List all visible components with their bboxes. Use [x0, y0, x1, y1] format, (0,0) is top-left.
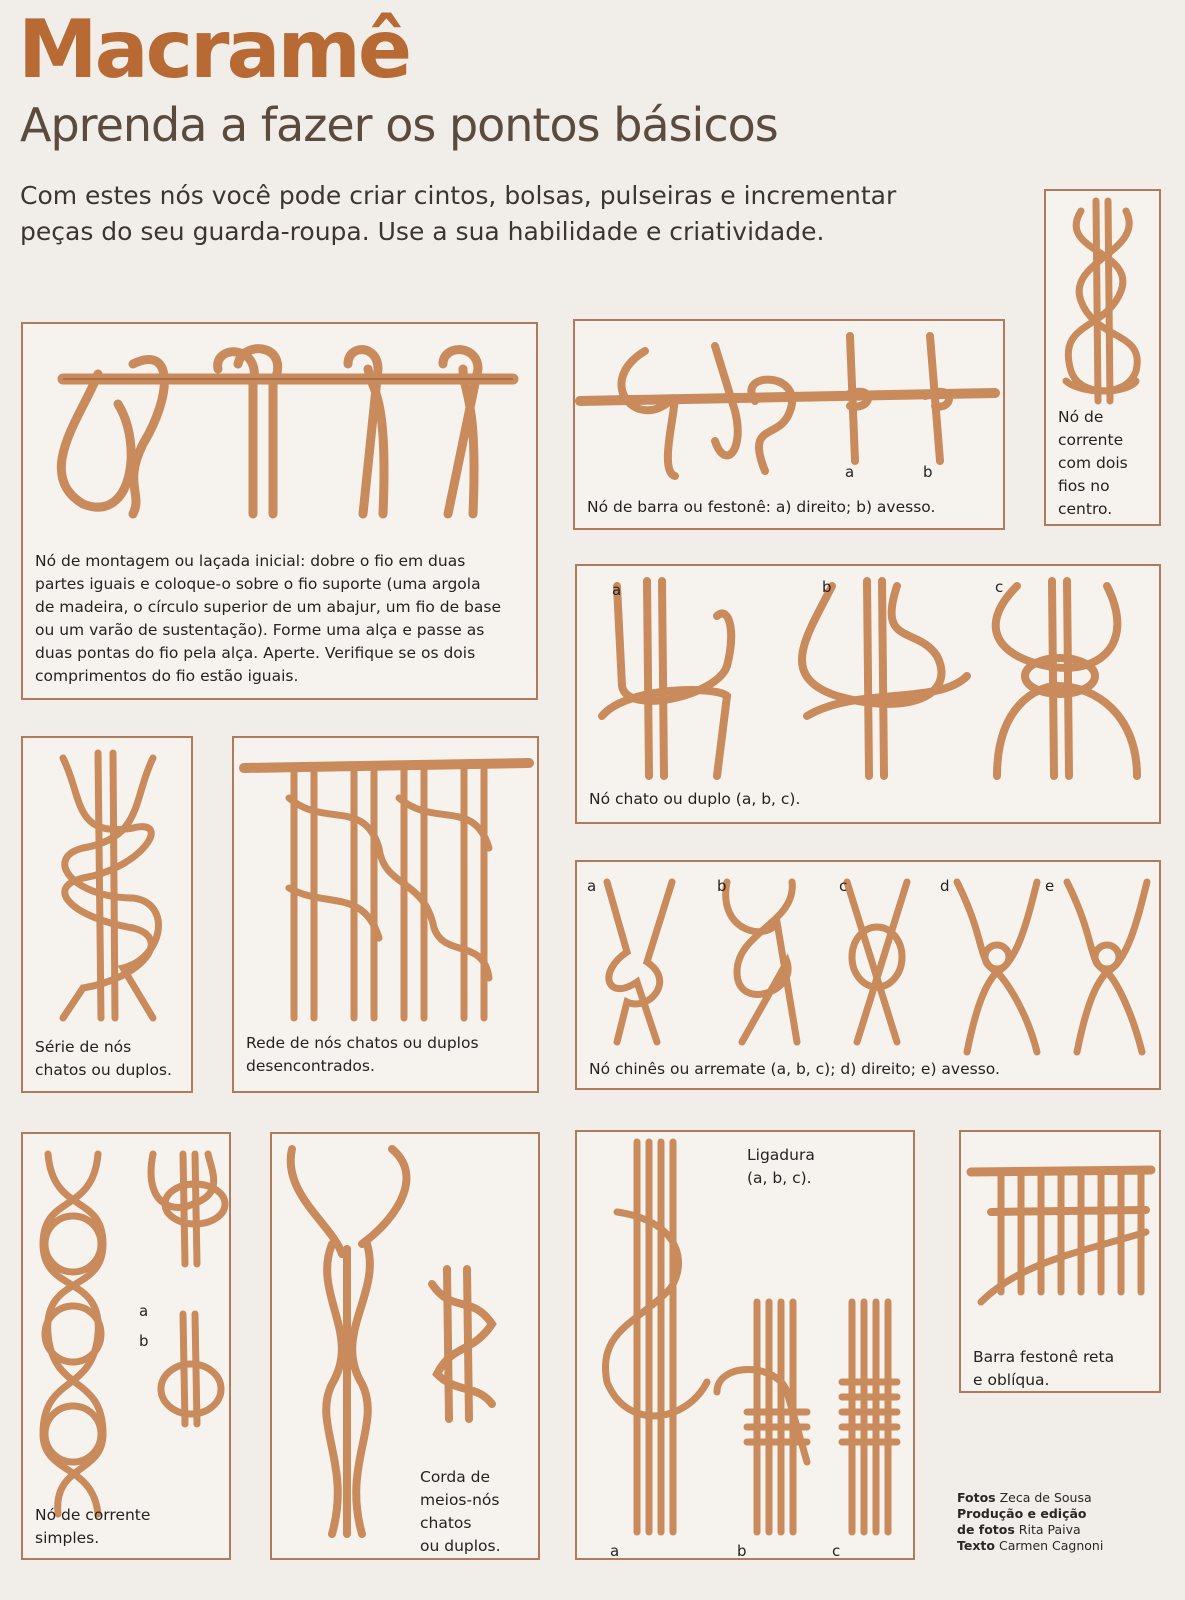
- rope-illustration-chines: [577, 862, 1159, 1088]
- label-c: c: [839, 877, 848, 895]
- caption-chato: Nó chato ou duplo (a, b, c).: [589, 790, 801, 808]
- label-d: d: [940, 877, 950, 895]
- panel-barra-festone-reta: [959, 1130, 1161, 1393]
- label-b: b: [717, 877, 727, 895]
- caption-festone-reta: Barra festonê reta e oblíqua.: [973, 1348, 1115, 1389]
- caption-serie: Série de nós chatos ou duplos.: [35, 1038, 172, 1079]
- caption-rede: Rede de nós chatos ou duplos desencontrados.: [246, 1034, 479, 1075]
- label-b: b: [923, 463, 933, 481]
- label-c: c: [832, 1542, 841, 1560]
- rope-illustration-corrente-simples: [23, 1134, 229, 1558]
- label-a: a: [139, 1302, 149, 1320]
- panel-no-de-montagem: [21, 322, 538, 700]
- label-a: a: [612, 581, 622, 599]
- panel-corda-meios-nos: [270, 1132, 540, 1560]
- panel-no-de-barra: [573, 319, 1005, 530]
- label-c: c: [995, 578, 1004, 596]
- panel-corrente-dois-fios: [1044, 189, 1161, 526]
- rope-illustration-chato: [577, 566, 1159, 822]
- label-a: a: [845, 463, 855, 481]
- caption-meios-nos: Corda de meios-nós chatos ou duplos.: [420, 1468, 501, 1555]
- panel-no-chato: [575, 564, 1161, 824]
- panel-serie-nos-chatos: [21, 736, 193, 1093]
- caption-ligadura: Ligadura (a, b, c).: [747, 1146, 815, 1187]
- page-title: Macramê: [18, 3, 410, 96]
- panel-no-chines: [575, 860, 1161, 1090]
- caption-chines: Nó chinês ou arremate (a, b, c); d) direito; e) avesso.: [589, 1060, 1000, 1078]
- label-b: b: [737, 1542, 747, 1560]
- caption-barra: Nó de barra ou festonê: a) direito; b) avesso.: [587, 498, 936, 516]
- caption-montagem: Nó de montagem ou laçada inicial: dobre o fio em duas partes iguais e coloque-o sobre o fio suporte (uma argola de madeira, o círculo superior de um abajur, um fio de base ou um varão de sustentação). Forme uma alça e passe as duas pontas do fio pela alça. Aperte. Verifique se os dois comprimentos do fio estão iguais.: [35, 552, 501, 685]
- intro-text: Com estes nós você pode criar cintos, bolsas, pulseiras e incrementar peças do seu guarda-roupa. Use a sua habilidade e criatividade.: [20, 181, 897, 246]
- panel-corrente-simples: [21, 1132, 231, 1560]
- label-b: b: [822, 578, 832, 596]
- label-b: b: [139, 1332, 149, 1350]
- label-a: a: [587, 877, 597, 895]
- caption-corrente-simples: Nó de corrente simples.: [35, 1506, 151, 1547]
- bleed-through-decoration: [440, 20, 586, 100]
- rope-illustration-ligadura: [577, 1132, 913, 1558]
- panel-rede-nos: [232, 736, 539, 1093]
- label-e: e: [1045, 877, 1055, 895]
- page-subtitle: Aprenda a fazer os pontos básicos: [20, 98, 778, 152]
- panel-ligadura: [575, 1130, 915, 1560]
- label-a: a: [610, 1542, 620, 1560]
- caption-corrente-dois: Nó de corrente com dois fios no centro.: [1058, 408, 1128, 518]
- photo-credits: Fotos Zeca de Sousa Produção e edição de fotos Rita Paiva Texto Carmen Cagnoni: [957, 1490, 1104, 1553]
